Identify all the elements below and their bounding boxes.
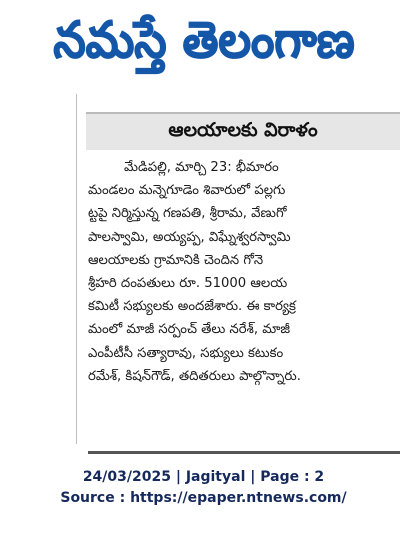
article-line: ఎంపీటీసీ సత్యారావు, సభ్యులు కటుకం (88, 345, 284, 361)
article-line: మండలం మన్నెగూడెం శివారులో పల్లగు (88, 183, 286, 199)
article-headline: ఆలయాలకు విరాళం (168, 118, 318, 141)
footer (0, 462, 407, 522)
newspaper-title: నమస్తే తెలంగాణ (53, 11, 355, 69)
article-line: ఆలయాలకు గ్రామానికి చెందిన గోనె (88, 252, 264, 268)
column-divider (76, 94, 77, 444)
masthead (0, 0, 407, 82)
article-line: మేడిపల్లి, మార్చి 23: భీమారం (124, 160, 279, 175)
article-line: శ్రీహరి దంపతులు రూ. 51000 ఆలయ (88, 276, 288, 292)
article-line: ట్టపై నిర్మిస్తున్న గణపతి, శ్రీరామ, వేణుగో (88, 206, 287, 222)
source-line: Source : https://epaper.ntnews.com/ (60, 490, 347, 506)
article-line: కమిటీ సభ్యులకు అందజేశారు. ఈ కార్యక్ర (88, 299, 296, 315)
edition-meta: 24/03/2025 | Jagityal | Page : 2 (82, 469, 325, 485)
article-body (88, 156, 400, 388)
headline-box (86, 112, 400, 150)
article-clipping (0, 84, 407, 454)
article-line: పాలస్వామి, అయ్యప్ప, విఘ్నేశ్వరస్వామి (88, 229, 291, 245)
article-line: రమేశ్, కిషన్‌గౌడ్, తదితరులు పాల్గొన్నారు. (88, 368, 301, 384)
article-line: మంలో మాజీ సర్పంచ్ తేలు నరేశ్, మాజీ (88, 322, 291, 338)
adjacent-column-fragment (0, 84, 14, 454)
next-article-cut-edge (88, 447, 400, 454)
